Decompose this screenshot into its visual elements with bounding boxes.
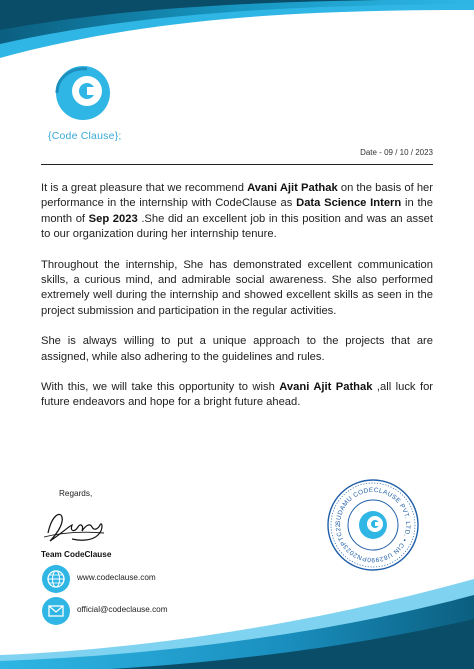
signature-image [42, 503, 108, 547]
intern-name-closing: Avani Ajit Pathak [279, 381, 373, 394]
company-logo-text: {Code Clause}; [48, 130, 122, 142]
bottom-wave-decoration [0, 575, 474, 669]
paragraph-wishes: With this, we will take this opportunity to wish Avani Ajit Pathak ,all luck for future endeavors and hope for a bright future ahead. [41, 381, 434, 409]
globe-icon [42, 565, 70, 593]
website-link[interactable]: www.codeclause.com [77, 573, 156, 582]
email-link[interactable]: official@codeclause.com [77, 605, 168, 614]
svg-text:SUDAMU CODECLAUSE PVT. LTD. •: SUDAMU CODECLAUSE PVT. LTD. • CIN U82990PN2023PTC22 [334, 486, 412, 564]
paragraph-approach: She is always willing to put a unique approach to the projects that are assigned, while also adhering to the guidelines and rules. [41, 335, 433, 363]
intern-role: Data Science Intern [296, 197, 402, 210]
intern-name: Avani Ajit Pathak [247, 182, 338, 194]
internship-month: Sep 2023 [88, 212, 138, 225]
top-wave-decoration [0, 0, 474, 60]
regards-text: Regards, [59, 489, 93, 498]
header-divider [41, 164, 433, 165]
company-seal-stamp [326, 478, 420, 572]
letter-date: Date - 09 / 10 / 2023 [360, 148, 433, 157]
paragraph-performance: Throughout the internship, She has demonstrated excellent communication skills, a curious mind, and admirable social awareness. She also performed extremely well during the internship and showed excellent skills as seen in the project submission and participation in the regular activities. [41, 258, 433, 317]
letter-body [41, 181, 433, 411]
mail-icon [42, 597, 70, 625]
team-signoff: Team CodeClause [41, 550, 112, 559]
paragraph-recommendation: It is a great pleasure that we recommend Avani Ajit Pathak on the basis of her performance in the internship with CodeClause as Data Science Intern in the month of Sep 2023 .She did an excellent job in this position and was an asset to our organization during her internship tenure. [41, 182, 434, 241]
code-clause-logo-icon [47, 63, 117, 125]
